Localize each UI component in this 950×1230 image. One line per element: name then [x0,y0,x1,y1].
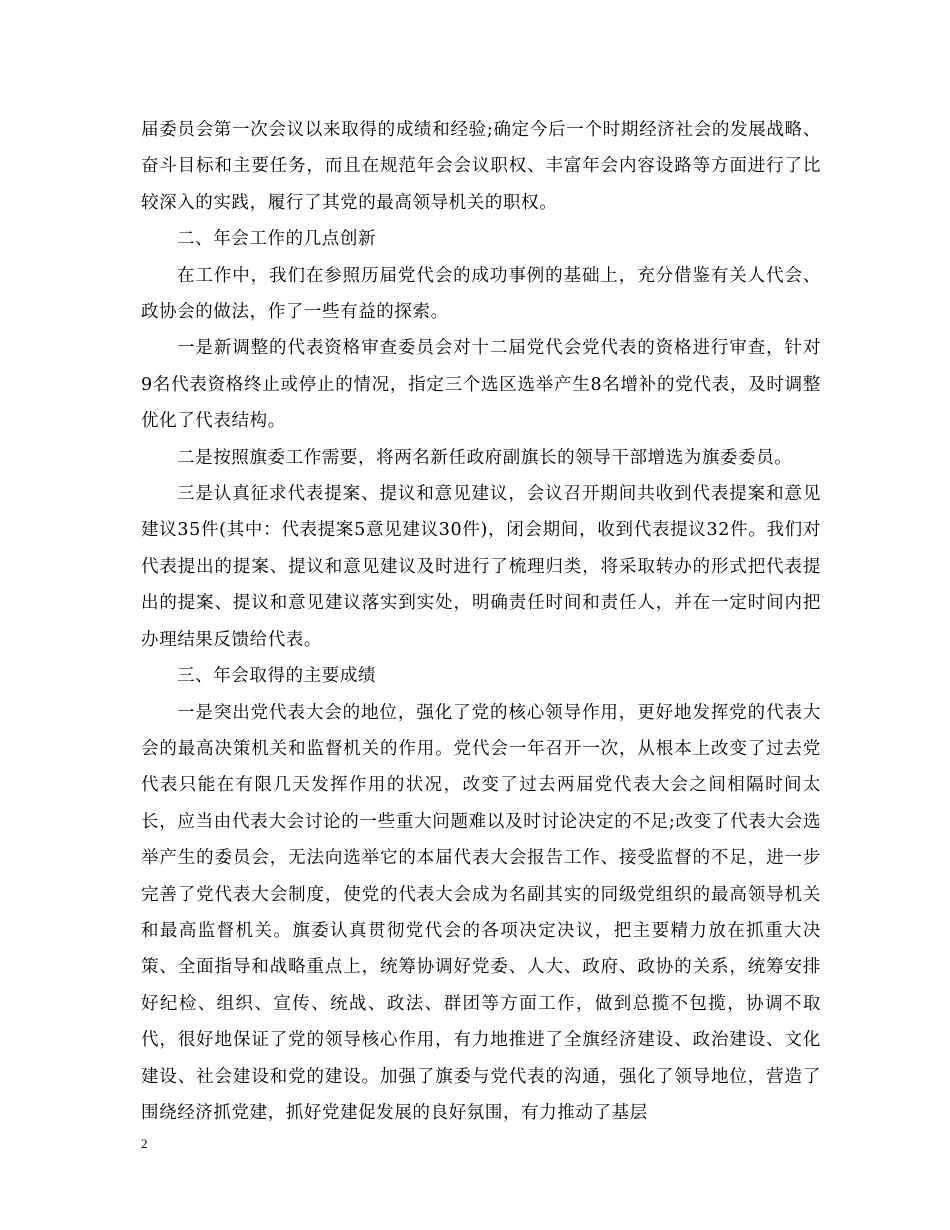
paragraph-continuation: 届委员会第一次会议以来取得的成绩和经验;确定今后一个时期经济社会的发展战略、奋斗目标和主要任务，而且在规范年会会议职权、丰富年会内容设路等方面进行了比较深入的实践，履行了其党的最高领导机关的职权。 [141,120,821,213]
body-text [141,112,821,1131]
paragraph-intro: 在工作中，我们在参照历届党代会的成功事例的基础上，充分借鉴有关人代会、政协会的做法，作了一些有益的探索。 [141,265,821,323]
paragraph-item-three: 三是认真征求代表提案、提议和意见建议，会议召开期间共收到代表提案和意见建议35件(其中：代表提案5意见建议30件)，闭会期间，收到代表提议32件。我们对代表提出的提案、提议和意见建议及时进行了梳理归类，将采取转办的形式把代表提出的提案、提议和意见建议落实到实处，明确责任时间和责任人，并在一定时间内把办理结果反馈给代表。 [141,484,821,650]
section-heading-innovations: 二、年会工作的几点创新 [177,229,377,250]
paragraph-item-one: 一是新调整的代表资格审查委员会对十二届党代会党代表的资格进行审查，针对9名代表资格终止或停止的情况，指定三个选区选举产生8名增补的党代表，及时调整优化了代表结构。 [141,338,821,432]
paragraph-item-two: 二是按照旗委工作需要，将两名新任政府副旗长的领导干部增选为旗委委员。 [177,447,793,468]
page-number: 2 [141,1136,148,1151]
section-heading-achievements: 三、年会取得的主要成绩 [177,666,377,687]
paragraph-achievement-one: 一是突出党代表大会的地位，强化了党的核心领导作用，更好地发挥党的代表大会的最高决策机关和监督机关的作用。党代会一年召开一次，从根本上改变了过去党代表只能在有限几天发挥作用的状况，改变了过去两届党代表大会之间相隔时间太长，应当由代表大会讨论的一些重大问题难以及时讨论决定的不足;改变了代表大会选举产生的委员会，无法向选举它的本届代表大会报告工作、接受监督的不足，进一步完善了党代表大会制度，使党的代表大会成为名副其实的同级党组织的最高领导机关和最高监督机关。旗委认真贯彻党代会的各项决定决议，把主要精力放在抓重大决策、全面指导和战略重点上，统筹协调好党委、人大、政府、政协的关系，统筹安排好纪检、组织、宣传、统战、政法、群团等方面工作，做到总揽不包揽，协调不取代，很好地保证了党的领导核心作用，有力地推进了全旗经济建设、政治建设、文化建设、社会建设和党的建设。加强了旗委与党代表的沟通，强化了领导地位，营造了围绕经济抓党建，抓好党建促发展的良好氛围，有力推动了基层 [141,702,821,1123]
